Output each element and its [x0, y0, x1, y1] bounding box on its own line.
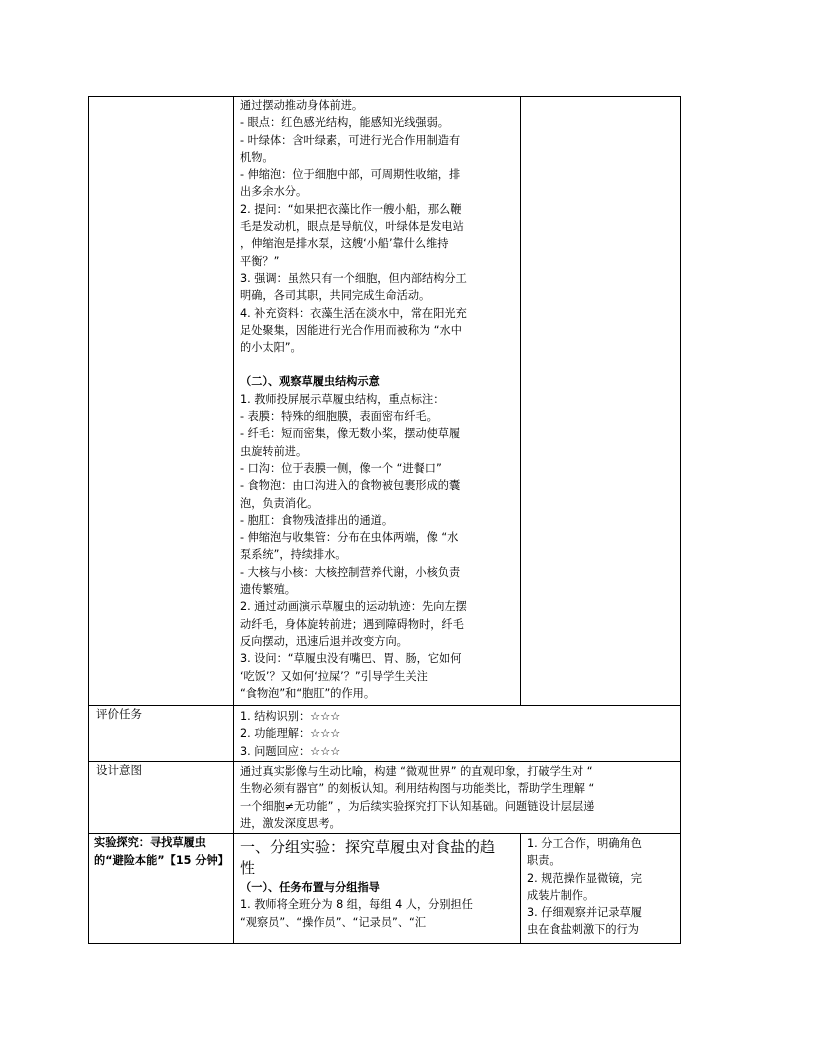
text-line: 反向摆动，迅速后退并改变方向。: [240, 634, 408, 648]
design-label: 设计意图: [96, 763, 142, 777]
text-line: “观察员”、“操作员”、“记录员”、“汇: [240, 915, 427, 929]
experiment-content-cell: [234, 834, 521, 944]
text-line: - 叶绿体：含叶绿素，可进行光合作用制造有: [240, 133, 461, 147]
text-line: 泡，负责消化。: [240, 496, 319, 510]
text-line: 毛是发动机，眼点是导航仪，叶绿体是发电站: [240, 220, 464, 234]
text-line: 职责。: [527, 854, 561, 868]
text-line: 出多余水分。: [240, 185, 308, 199]
algae-structure-text: [240, 97, 515, 356]
text-line: 1. 教师投屏展示草履虫结构，重点标注：: [240, 392, 445, 406]
text-line: - 伸缩泡与收集管：分布在虫体两端，像 “水: [240, 531, 459, 545]
text-line: 15 分钟】: [175, 853, 229, 867]
text-line: 一个细胞≠无功能” ，为后续实验探究打下认知基础。问题链设计层层递: [240, 799, 595, 813]
text-line: 虫的“避险本能”【: [94, 836, 206, 867]
text-line: 动纤毛，身体旋转前进；遇到障碍物时，纤毛: [240, 617, 464, 631]
design-label-cell: [89, 762, 234, 834]
text-line: 1. 教师将全班分为 8 组，每组 4 人，分别担任: [240, 898, 473, 912]
section-heading: （二）、观察草履虫结构示意: [240, 375, 380, 389]
experiment-label-cell: [89, 834, 234, 944]
text-line: - 口沟：位于表膜一侧，像一个 “进餐口”: [240, 461, 442, 475]
text-line: 的小太阳”。: [240, 341, 302, 355]
evaluation-label-cell: [89, 706, 234, 762]
text-line: 一、分组实验：探究草履虫对食盐的趋: [240, 838, 496, 856]
experiment-label: [89, 834, 233, 869]
student-activity-cell: [521, 834, 681, 944]
text-line: 3. 设问：“草履虫没有嘴巴、胃、肠，它如何: [240, 652, 462, 666]
text-line: 2. 提问：“如果把衣藻比作一艘小船，那么鞭: [240, 202, 462, 216]
text-line: 平衡？”: [240, 254, 280, 268]
text-line: 足处聚集，因能进行光合作用而被称为 “水中: [240, 323, 462, 337]
text-line: 3. 强调：虽然只有一个细胞，但内部结构分工: [240, 271, 467, 285]
text-line: 3. 仔细观察并记录草履: [527, 906, 642, 920]
text-line: ，伸缩泡是排水泵，这艘‘小船’靠什么维持: [240, 237, 449, 251]
text-line: ‘吃饭’？又如何‘拉屎’？”引导学生关注: [240, 669, 428, 683]
text-line: 2. 规范操作显微镜，完: [527, 871, 642, 885]
text-line: 2. 功能理解：☆☆☆: [240, 727, 341, 741]
text-line: 通过真实影像与生动比喻，构建 “微观世界” 的直观印象，打破学生对 “: [240, 765, 593, 778]
text-line: - 胞肛：食物残渣排出的通道。: [240, 513, 394, 527]
text-line: 1. 分工合作，明确角色: [527, 837, 642, 850]
teaching-content-cell: [234, 97, 521, 706]
text-line: 遗传繁殖。: [240, 583, 296, 597]
text-line: 虫在食盐刺激下的行为: [527, 923, 639, 937]
text-line: 成装片制作。: [527, 888, 595, 902]
task-text: [240, 896, 515, 931]
text-line: 3. 问题回应：☆☆☆: [240, 744, 341, 758]
design-intent-text: [234, 762, 680, 832]
text-line: 虫旋转前进。: [240, 444, 308, 458]
text-line: 进，激发深度思考。: [240, 816, 341, 830]
text-line: “食物泡”和“胞肛”的作用。: [240, 686, 376, 700]
text-line: - 眼点：红色感光结构，能感知光线强弱。: [240, 116, 449, 130]
text-line: 机物。: [240, 150, 274, 164]
experiment-row: [89, 834, 681, 944]
text-line: - 表膜：特殊的细胞膜，表面密布纤毛。: [240, 410, 438, 424]
design-content-cell: [234, 762, 681, 834]
empty-label-cell: [89, 97, 234, 706]
design-intent-row: [89, 762, 681, 834]
text-line: 明确，各司其职，共同完成生命活动。: [240, 289, 431, 303]
evaluation-label: 评价任务: [96, 707, 142, 721]
evaluation-content-cell: [234, 706, 681, 762]
teaching-content-row: [89, 97, 681, 706]
student-activity-text: [521, 834, 680, 941]
text-line: 生物必须有器官” 的刻板认知。利用结构图与功能类比，帮助学生理解 “: [240, 782, 595, 796]
text-line: 通过摆动推动身体前进。: [240, 99, 364, 112]
text-line: - 大核与小核：大核控制营养代谢，小核负责: [240, 565, 461, 579]
student-activity-cell-empty: [521, 97, 681, 706]
experiment-heading: [240, 837, 515, 879]
text-line: 4. 补充资料：衣藻生活在淡水中，常在阳光充: [240, 306, 467, 320]
text-line: 2. 通过动画演示草履虫的运动轨迹：先向左摆: [240, 600, 467, 614]
text-line: 实验探究：寻找草履: [94, 836, 195, 849]
text-line: - 伸缩泡：位于细胞中部，可周期性收缩，排: [240, 168, 461, 182]
evaluation-row: [89, 706, 681, 762]
evaluation-items: [234, 706, 680, 760]
task-subheading: （一）、任务布置与分组指导: [240, 881, 380, 894]
text-line: 1. 结构识别：☆☆☆: [240, 710, 341, 723]
text-line: - 纤毛：短而密集，像无数小桨，摆动使草履: [240, 427, 461, 441]
text-line: - 食物泡：由口沟进入的食物被包裹形成的囊: [240, 479, 461, 493]
text-line: 性: [240, 859, 256, 877]
text-line: 泵系统”，持续排水。: [240, 548, 347, 562]
lesson-plan-table: [88, 96, 681, 944]
paramecium-structure-text: [240, 391, 515, 702]
